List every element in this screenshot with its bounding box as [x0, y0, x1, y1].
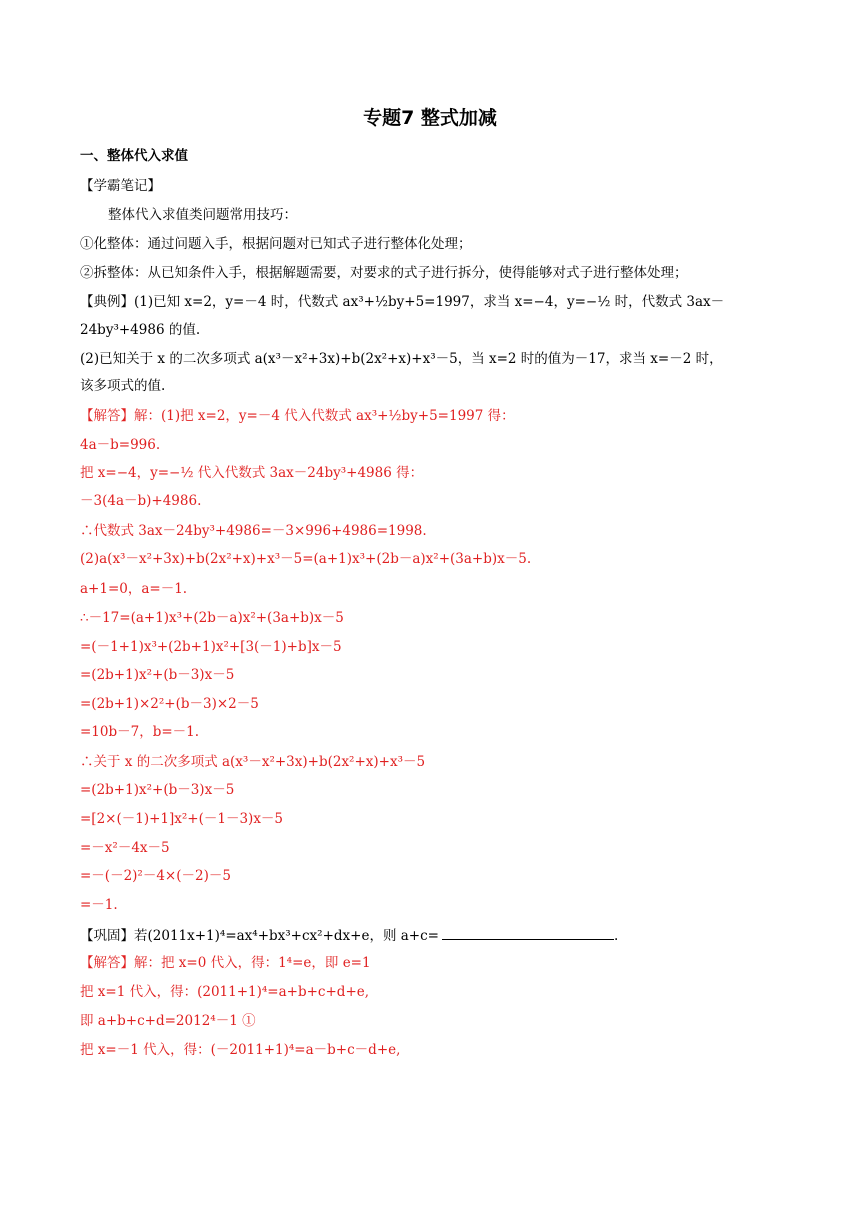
text-line: [80, 406, 782, 426]
text-line: [80, 263, 782, 283]
text-line: [80, 292, 782, 312]
text-line: [80, 463, 782, 483]
line-text: ②拆整体：从已知条件入手，根据解题需要，对要求的式子进行拆分，使得能够对式子进行整体处理；: [80, 265, 688, 281]
line-text: (2)a(x³－x²+3x)+b(2x²+x)+x³－5=(a+1)x³+(2b－a)x²+(3a+b)x－5.: [80, 551, 532, 567]
line-text: 把 x=1 代入，得：(2011+1)⁴=a+b+c+d+e,: [80, 984, 370, 1000]
text-line: [80, 838, 782, 858]
text-line: [80, 234, 782, 254]
text-line: [80, 982, 782, 1002]
text-line: [80, 205, 782, 225]
text-line: [80, 491, 782, 511]
line-text: =(2b+1)×2²+(b－3)×2－5: [80, 696, 259, 712]
text-line: [80, 752, 782, 772]
line-text: =(2b+1)x²+(b－3)x－5: [80, 667, 235, 683]
line-text: =(2b+1)x²+(b－3)x－5: [80, 782, 235, 798]
text-line: [80, 320, 782, 340]
text-line: [80, 809, 782, 829]
line-text-after: .: [613, 928, 619, 944]
line-text: ∴关于 x 的二次多项式 a(x³－x²+3x)+b(2x²+x)+x³－5: [80, 754, 426, 770]
text-line: [80, 925, 782, 946]
answer-blank: [442, 925, 614, 940]
line-text: 【典例】(1)已知 x=2，y=－4 时，代数式 ax³+½by+5=1997，求当 x=−4，y=−½ 时，代数式 3ax－: [80, 294, 725, 310]
text-line: [80, 953, 782, 973]
text-line: [80, 694, 782, 714]
text-line: [80, 637, 782, 657]
line-text: ∴－17=(a+1)x³+(2b－a)x²+(3a+b)x－5: [80, 610, 344, 626]
text-line: [80, 376, 782, 396]
line-text: 即 a+b+c+d=2012⁴－1 ①: [80, 1013, 256, 1029]
text-line: [80, 780, 782, 800]
line-text: 【学霸笔记】: [80, 178, 161, 194]
line-text: =－1.: [80, 897, 118, 913]
line-text: 24by³+4986 的值.: [80, 322, 201, 338]
text-line: [80, 549, 782, 569]
line-text: 整体代入求值类问题常用技巧：: [108, 207, 297, 223]
line-text: =－(－2)²－4×(－2)－5: [80, 868, 231, 884]
text-line: [80, 176, 782, 196]
text-line: [80, 895, 782, 915]
line-text: 一、整体代入求值: [80, 148, 188, 164]
text-line: [80, 608, 782, 628]
text-line: [80, 665, 782, 685]
line-text: 【巩固】若(2011x+1)⁴=ax⁴+bx³+cx²+dx+e，则 a+c=: [80, 928, 439, 944]
page-title: 专题7 整式加减: [363, 107, 497, 129]
text-line: [80, 1011, 782, 1031]
text-line: [80, 1040, 782, 1060]
text-line: [80, 146, 782, 166]
line-text: 把 x=－1 代入，得：(－2011+1)⁴=a－b+c－d+e,: [80, 1042, 401, 1058]
line-text: a+1=0，a=－1.: [80, 581, 188, 597]
line-text: =(－1+1)x³+(2b+1)x²+[3(－1)+b]x－5: [80, 639, 342, 655]
line-text: 该多项式的值.: [80, 378, 166, 394]
text-line: [80, 435, 782, 455]
line-text: 【解答】解：(1)把 x=2，y=－4 代入代数式 ax³+½by+5=1997 得：: [80, 408, 515, 424]
text-line: [80, 866, 782, 886]
line-text: ①化整体：通过问题入手，根据问题对已知式子进行整体化处理；: [80, 236, 472, 252]
text-line: [80, 521, 782, 541]
line-text: =[2×(－1)+1]x²+(－1－3)x－5: [80, 811, 284, 827]
line-text: =10b－7，b=－1.: [80, 724, 200, 740]
text-line: [80, 349, 782, 369]
line-text: =－x²－4x－5: [80, 840, 170, 856]
line-text: －3(4a－b)+4986.: [80, 493, 202, 509]
text-line: [80, 722, 782, 742]
line-text: 【解答】解：把 x=0 代入，得：1⁴=e，即 e=1: [80, 955, 371, 971]
text-line: [80, 579, 782, 599]
line-text: (2)已知关于 x 的二次多项式 a(x³－x²+3x)+b(2x²+x)+x³－5，当 x=2 时的值为－17，求当 x=－2 时，: [80, 351, 723, 367]
line-text: ∴代数式 3ax－24by³+4986=－3×996+4986=1998.: [80, 523, 427, 539]
line-text: 4a－b=996.: [80, 437, 161, 453]
line-text: 把 x=−4，y=−½ 代入代数式 3ax－24by³+4986 得：: [80, 465, 424, 481]
